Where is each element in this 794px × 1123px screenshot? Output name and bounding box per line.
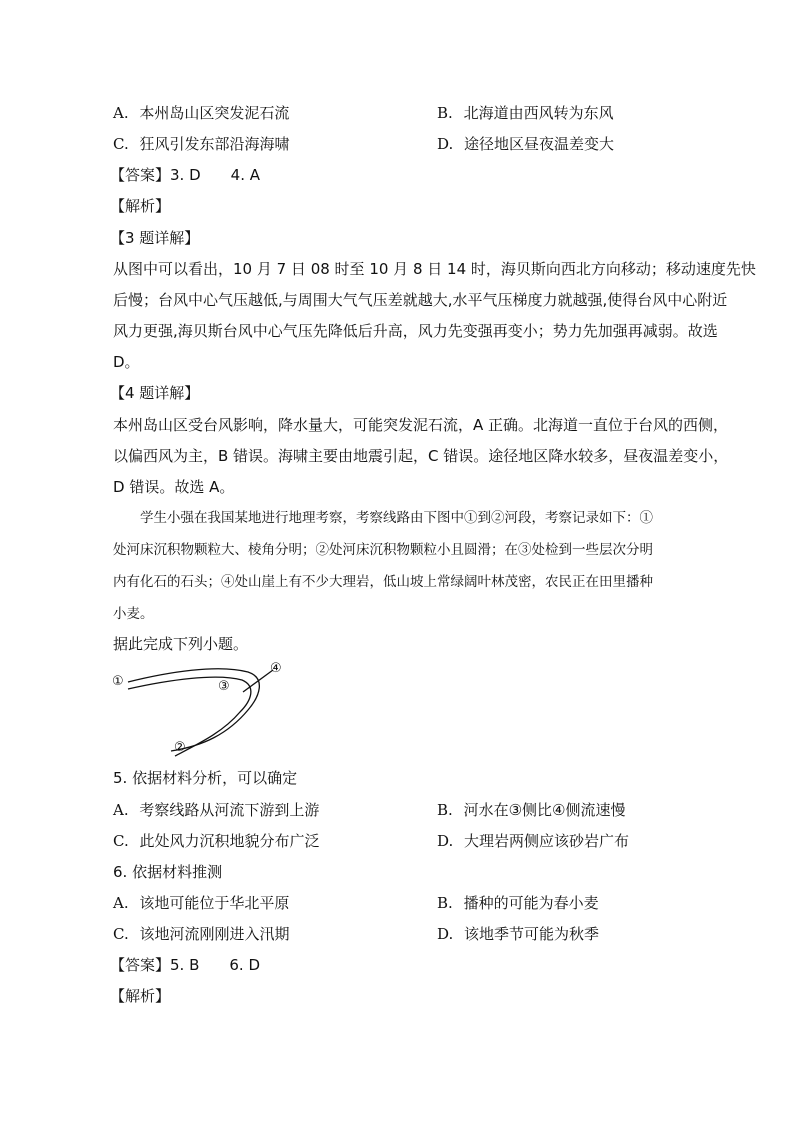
option-text: 北海道由西风转为东风	[463, 104, 614, 122]
q5-option-d	[437, 831, 629, 851]
option-text: 河水在③侧比④侧流速慢	[463, 801, 626, 819]
option-text: 考察线路从河流下游到上游	[139, 801, 320, 819]
material-passage	[113, 502, 681, 630]
option-letter: D.	[437, 135, 454, 153]
option-letter: A.	[113, 104, 129, 122]
passage-line: 学生小强在我国某地进行地理考察，考察线路由下图中①到②河段，考察记录如下：①	[113, 510, 653, 526]
answer-text: 5. B 6. D	[170, 956, 261, 974]
option-text: 本州岛山区突发泥石流	[139, 104, 290, 122]
detail3-line: 风力更强,海贝斯台风中心气压先降低后升高，风力先变强再变小；势力先加强再减弱。故选	[113, 322, 718, 340]
detail4-line: 以偏西风为主，B 错误。海啸主要由地震引起，C 错误。途径地区降水较多，昼夜温差变小，	[113, 447, 729, 465]
option-letter: D.	[437, 925, 454, 943]
detail4-line: 本州岛山区受台风影响，降水量大，可能突发泥石流，A 正确。北海道一直位于台风的西侧，	[113, 416, 729, 434]
answer-label: 【答案】	[110, 956, 171, 974]
option-text: 该地季节可能为秋季	[464, 925, 600, 943]
q4-option-d	[437, 134, 614, 154]
passage-line: 内有化石的石头；④处山崖上有不少大理岩，低山坡上常绿阔叶林茂密，农民正在田里播种	[113, 574, 653, 590]
detail4-body	[113, 410, 729, 503]
option-text: 途径地区昼夜温差变大	[464, 135, 615, 153]
option-letter: B.	[437, 104, 453, 122]
passage-line: 小麦。	[113, 606, 154, 622]
option-letter: A.	[113, 894, 129, 912]
option-letter: C.	[113, 832, 129, 850]
detail4-line: D 错误。故选 A。	[113, 478, 235, 496]
detail3-body	[113, 254, 756, 378]
q5-option-a	[113, 800, 319, 820]
q3-4-answer	[110, 165, 260, 185]
figure-label-1: ①	[112, 674, 124, 689]
option-text: 该地河流刚刚进入汛期	[139, 925, 290, 943]
q5-option-c	[113, 831, 320, 851]
q4-option-a	[113, 103, 289, 123]
q6-option-c	[113, 924, 290, 944]
river-figure	[108, 656, 308, 766]
answer-label: 【答案】	[110, 166, 171, 184]
detail3-line: 后慢；台风中心气压越低,与周围大气气压差就越大,水平气压梯度力就越强,使得台风中心附近	[113, 291, 728, 309]
q4-option-c	[113, 134, 290, 154]
option-letter: D.	[437, 832, 454, 850]
passage-prompt: 据此完成下列小题。	[113, 635, 249, 653]
option-letter: B.	[437, 894, 453, 912]
river-bank-outer	[128, 669, 259, 751]
option-text: 狂风引发东部沿海海啸	[139, 135, 290, 153]
q6-option-d	[437, 924, 599, 944]
river-bank-inner	[128, 677, 251, 756]
q5-6-analysis-label: 【解析】	[110, 987, 171, 1005]
q6-option-a	[113, 893, 289, 913]
q6-stem: 6. 依据材料推测	[113, 863, 223, 881]
option-letter: C.	[113, 135, 129, 153]
option-text: 此处风力沉积地貌分布广泛	[139, 832, 320, 850]
rock-layer-line	[243, 670, 273, 692]
passage-line: 处河床沉积物颗粒大、棱角分明；②处河床沉积物颗粒小且圆滑；在③处检到一些层次分明	[113, 542, 653, 558]
q5-6-answer	[110, 955, 260, 975]
q4-option-b	[437, 103, 614, 123]
answer-text: 3. D 4. A	[170, 166, 260, 184]
q6-option-b	[437, 893, 599, 913]
q5-option-b	[437, 800, 625, 820]
figure-label-2: ②	[174, 740, 186, 755]
q3-4-analysis-label: 【解析】	[110, 197, 171, 215]
detail3-heading: 【3 题详解】	[110, 229, 200, 247]
q5-stem: 5. 依据材料分析，可以确定	[113, 769, 298, 787]
option-text: 大理岩两侧应该砂岩广布	[464, 832, 630, 850]
option-letter: C.	[113, 925, 129, 943]
option-text: 播种的可能为春小麦	[463, 894, 599, 912]
option-letter: A.	[113, 801, 129, 819]
option-text: 该地可能位于华北平原	[139, 894, 290, 912]
detail3-line: 从图中可以看出，10 月 7 日 08 时至 10 月 8 日 14 时，海贝斯向西北方向移动；移动速度先快	[113, 260, 756, 278]
detail3-line: D。	[113, 353, 140, 371]
detail4-heading: 【4 题详解】	[110, 384, 200, 402]
figure-label-3: ③	[218, 679, 230, 694]
option-letter: B.	[437, 801, 453, 819]
figure-label-4: ④	[270, 661, 282, 676]
